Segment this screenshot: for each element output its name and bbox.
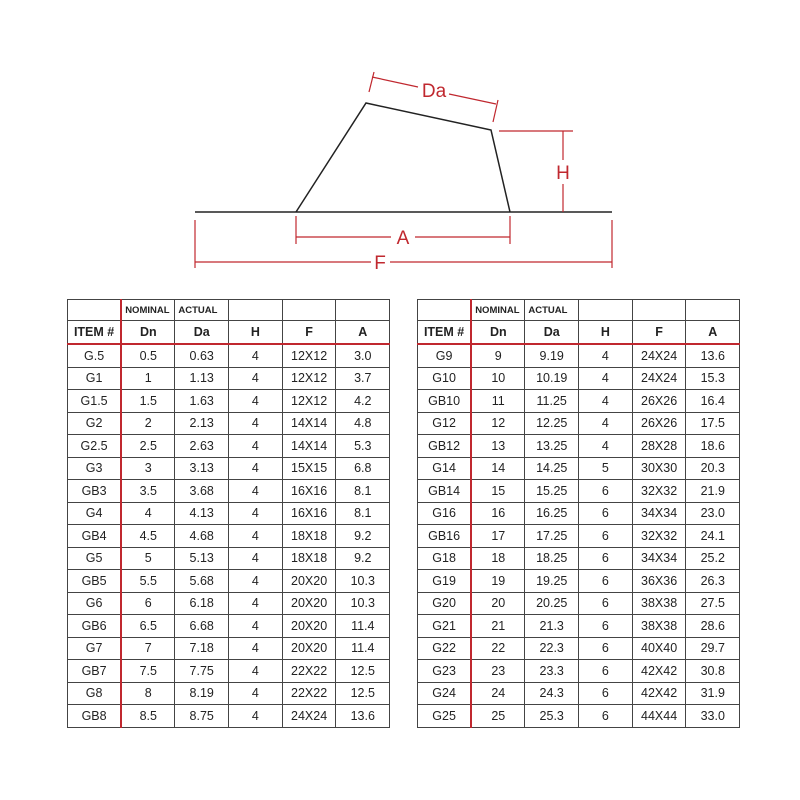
table-cell: GB16: [418, 525, 472, 548]
table-cell: F: [282, 321, 336, 345]
table-cell: 20X20: [282, 615, 336, 638]
table-cell: 2.13: [175, 412, 229, 435]
table-cell: 12X12: [282, 367, 336, 390]
table-cell: 14: [471, 457, 525, 480]
table-cell: G3: [68, 457, 122, 480]
flange-outline: [296, 103, 510, 212]
table-cell: 17.5: [686, 412, 740, 435]
table-cell: 6: [579, 637, 633, 660]
table-cell: 2: [121, 412, 175, 435]
table-cell: 4.5: [121, 525, 175, 548]
table-cell: 7.5: [121, 660, 175, 683]
table-cell: [68, 300, 122, 321]
table-cell: 6: [121, 592, 175, 615]
table-cell: 38X38: [632, 592, 686, 615]
table-cell: 0.5: [121, 344, 175, 367]
table-cell: 24X24: [632, 367, 686, 390]
table-cell: 11.25: [525, 390, 579, 413]
table-cell: 4.8: [336, 412, 390, 435]
table-cell: 24.3: [525, 682, 579, 705]
table-row: [418, 547, 740, 570]
table-cell: 6: [579, 705, 633, 728]
table-cell: 10: [471, 367, 525, 390]
f-label: F: [374, 253, 386, 274]
table-cell: 2.5: [121, 435, 175, 458]
header-row: [68, 321, 390, 345]
table-row: [68, 367, 390, 390]
table-cell: Da: [525, 321, 579, 345]
table-cell: NOMINAL: [121, 300, 175, 321]
table-cell: G21: [418, 615, 472, 638]
table-cell: 8.19: [175, 682, 229, 705]
table-row: [418, 367, 740, 390]
table-cell: GB10: [418, 390, 472, 413]
table-cell: 13.6: [336, 705, 390, 728]
table-cell: 4: [229, 344, 283, 367]
table-cell: 20X20: [282, 570, 336, 593]
table-cell: 5: [579, 457, 633, 480]
table-cell: G23: [418, 660, 472, 683]
table-cell: 14X14: [282, 435, 336, 458]
table-row: [68, 502, 390, 525]
table-cell: 8.1: [336, 480, 390, 503]
table-row: [418, 480, 740, 503]
table-row: [418, 682, 740, 705]
table-cell: GB6: [68, 615, 122, 638]
table-cell: 3.5: [121, 480, 175, 503]
table-cell: 22: [471, 637, 525, 660]
h-label: H: [556, 163, 570, 184]
table-cell: 4: [229, 615, 283, 638]
table-cell: 9.2: [336, 547, 390, 570]
table-cell: G19: [418, 570, 472, 593]
table-cell: 6: [579, 525, 633, 548]
table-cell: 10.3: [336, 592, 390, 615]
table-cell: F: [632, 321, 686, 345]
table-cell: 3.0: [336, 344, 390, 367]
table-cell: 4: [229, 660, 283, 683]
table-cell: GB7: [68, 660, 122, 683]
table-row: [68, 592, 390, 615]
table-row: [418, 390, 740, 413]
table-cell: 11: [471, 390, 525, 413]
table-cell: 16.25: [525, 502, 579, 525]
table-cell: 16X16: [282, 502, 336, 525]
table-cell: G5: [68, 547, 122, 570]
table-cell: GB3: [68, 480, 122, 503]
table-cell: G24: [418, 682, 472, 705]
table-cell: [336, 300, 390, 321]
table-cell: NOMINAL: [471, 300, 525, 321]
table-cell: H: [229, 321, 283, 345]
table-cell: 24.1: [686, 525, 740, 548]
table-row: [68, 637, 390, 660]
table-cell: 26X26: [632, 390, 686, 413]
table-cell: GB8: [68, 705, 122, 728]
table-cell: GB5: [68, 570, 122, 593]
table-cell: 22.3: [525, 637, 579, 660]
table-cell: 18X18: [282, 525, 336, 548]
table-cell: 15.3: [686, 367, 740, 390]
table-cell: 15.25: [525, 480, 579, 503]
table-cell: 7.18: [175, 637, 229, 660]
table-cell: 40X40: [632, 637, 686, 660]
table-cell: 6: [579, 682, 633, 705]
table-cell: 27.5: [686, 592, 740, 615]
table-cell: 8.5: [121, 705, 175, 728]
table-row: [68, 457, 390, 480]
table-cell: 32X32: [632, 525, 686, 548]
table-cell: 9.2: [336, 525, 390, 548]
table-cell: 12.5: [336, 660, 390, 683]
table-cell: 13.6: [686, 344, 740, 367]
table-cell: 19.25: [525, 570, 579, 593]
table-cell: G4: [68, 502, 122, 525]
table-cell: 28X28: [632, 435, 686, 458]
table-cell: GB14: [418, 480, 472, 503]
table-cell: 23.3: [525, 660, 579, 683]
table-cell: [632, 300, 686, 321]
table-cell: 4: [229, 570, 283, 593]
table-row: [68, 390, 390, 413]
table-cell: 25.2: [686, 547, 740, 570]
table-cell: 36X36: [632, 570, 686, 593]
table-cell: 30.8: [686, 660, 740, 683]
table-cell: 18: [471, 547, 525, 570]
table-cell: G6: [68, 592, 122, 615]
table-cell: 4: [229, 637, 283, 660]
table-cell: G25: [418, 705, 472, 728]
table-cell: [229, 300, 283, 321]
table-cell: Da: [175, 321, 229, 345]
table-cell: 12.5: [336, 682, 390, 705]
table-row: [68, 705, 390, 728]
table-cell: 1.63: [175, 390, 229, 413]
table-cell: 4: [229, 682, 283, 705]
table-cell: 11.4: [336, 615, 390, 638]
table-cell: 4: [579, 344, 633, 367]
table-cell: 24X24: [632, 344, 686, 367]
table-cell: 4: [121, 502, 175, 525]
table-cell: ACTUAL: [175, 300, 229, 321]
table-cell: 6.18: [175, 592, 229, 615]
table-cell: 8.1: [336, 502, 390, 525]
table-cell: 26.3: [686, 570, 740, 593]
table-cell: ACTUAL: [525, 300, 579, 321]
table-cell: 21.3: [525, 615, 579, 638]
table-cell: 32X32: [632, 480, 686, 503]
table-cell: 44X44: [632, 705, 686, 728]
table-cell: 5.3: [336, 435, 390, 458]
table-cell: 4: [579, 412, 633, 435]
table-row: [68, 660, 390, 683]
table-cell: G14: [418, 457, 472, 480]
table-cell: 33.0: [686, 705, 740, 728]
table-cell: G8: [68, 682, 122, 705]
table-cell: 24X24: [282, 705, 336, 728]
table-cell: 4: [229, 502, 283, 525]
table-cell: [579, 300, 633, 321]
table-cell: 24: [471, 682, 525, 705]
table-cell: 6: [579, 592, 633, 615]
table-cell: 15: [471, 480, 525, 503]
table-cell: 4: [229, 480, 283, 503]
table-cell: 6: [579, 480, 633, 503]
a-label: A: [396, 228, 410, 249]
table-cell: H: [579, 321, 633, 345]
table-cell: G12: [418, 412, 472, 435]
table-cell: 25.3: [525, 705, 579, 728]
table-cell: 29.7: [686, 637, 740, 660]
table-row: [418, 570, 740, 593]
table-row: [68, 412, 390, 435]
table-cell: 20.3: [686, 457, 740, 480]
subheader-row: [68, 300, 390, 321]
table-row: [418, 502, 740, 525]
table-cell: 18X18: [282, 547, 336, 570]
table-cell: 4: [229, 367, 283, 390]
table-cell: G1: [68, 367, 122, 390]
table-cell: 6: [579, 547, 633, 570]
flange-diagram: [0, 0, 800, 290]
table-row: [418, 615, 740, 638]
table-row: [418, 435, 740, 458]
table-cell: 38X38: [632, 615, 686, 638]
table-cell: 22X22: [282, 682, 336, 705]
table-cell: 2.63: [175, 435, 229, 458]
table-row: [418, 412, 740, 435]
table-row: [418, 344, 740, 367]
table-cell: 20.25: [525, 592, 579, 615]
table-cell: 13.25: [525, 435, 579, 458]
table-cell: 9.19: [525, 344, 579, 367]
table-cell: 12X12: [282, 390, 336, 413]
table-cell: A: [336, 321, 390, 345]
table-cell: [418, 300, 472, 321]
table-cell: 30X30: [632, 457, 686, 480]
table-row: [68, 344, 390, 367]
table-cell: 20X20: [282, 592, 336, 615]
table-cell: GB12: [418, 435, 472, 458]
table-cell: 14.25: [525, 457, 579, 480]
table-cell: G.5: [68, 344, 122, 367]
table-cell: 8: [121, 682, 175, 705]
table-cell: 16.4: [686, 390, 740, 413]
header-row: [418, 321, 740, 345]
table-cell: 4: [579, 390, 633, 413]
table-cell: 9: [471, 344, 525, 367]
table-cell: 4: [229, 592, 283, 615]
table-cell: 3: [121, 457, 175, 480]
table-cell: 1.13: [175, 367, 229, 390]
table-cell: 4: [229, 705, 283, 728]
table-cell: 6: [579, 502, 633, 525]
table-cell: 5: [121, 547, 175, 570]
table-cell: 5.5: [121, 570, 175, 593]
table-row: [68, 570, 390, 593]
table-cell: 34X34: [632, 502, 686, 525]
table-cell: 6: [579, 570, 633, 593]
table-cell: 6.8: [336, 457, 390, 480]
table-cell: 18.6: [686, 435, 740, 458]
table-cell: 22X22: [282, 660, 336, 683]
table-cell: 20X20: [282, 637, 336, 660]
table-cell: 3.7: [336, 367, 390, 390]
table-cell: 4: [579, 367, 633, 390]
table-cell: 6: [579, 660, 633, 683]
table-row: [68, 525, 390, 548]
da-label: Da: [421, 81, 447, 102]
table-cell: G22: [418, 637, 472, 660]
table-cell: 8.75: [175, 705, 229, 728]
table-cell: 6.5: [121, 615, 175, 638]
table-cell: 11.4: [336, 637, 390, 660]
table-row: [68, 682, 390, 705]
table-cell: 12.25: [525, 412, 579, 435]
table-cell: 1.5: [121, 390, 175, 413]
table-cell: 6.68: [175, 615, 229, 638]
table-cell: G18: [418, 547, 472, 570]
table-cell: 26X26: [632, 412, 686, 435]
table-cell: G2: [68, 412, 122, 435]
table-cell: 31.9: [686, 682, 740, 705]
table-cell: 7.75: [175, 660, 229, 683]
table-cell: 5.13: [175, 547, 229, 570]
table-cell: 20: [471, 592, 525, 615]
table-cell: 4: [229, 412, 283, 435]
table-cell: 13: [471, 435, 525, 458]
table-row: [418, 660, 740, 683]
table-row: [418, 592, 740, 615]
table-cell: 1: [121, 367, 175, 390]
table-cell: 4: [229, 547, 283, 570]
table-cell: 4.2: [336, 390, 390, 413]
table-cell: 16X16: [282, 480, 336, 503]
size-table-right: [417, 299, 740, 728]
table-row: [68, 480, 390, 503]
table-cell: G10: [418, 367, 472, 390]
table-cell: [282, 300, 336, 321]
table-cell: 7: [121, 637, 175, 660]
table-cell: Dn: [121, 321, 175, 345]
table-cell: A: [686, 321, 740, 345]
table-cell: 4: [229, 435, 283, 458]
table-cell: 28.6: [686, 615, 740, 638]
table-cell: 4.68: [175, 525, 229, 548]
table-cell: G9: [418, 344, 472, 367]
table-cell: 42X42: [632, 682, 686, 705]
table-cell: 10.3: [336, 570, 390, 593]
table-cell: 4: [229, 525, 283, 548]
table-row: [418, 525, 740, 548]
table-cell: G20: [418, 592, 472, 615]
table-cell: 3.13: [175, 457, 229, 480]
table-cell: 4: [579, 435, 633, 458]
subheader-row: [418, 300, 740, 321]
table-cell: 10.19: [525, 367, 579, 390]
table-row: [418, 705, 740, 728]
table-cell: G2.5: [68, 435, 122, 458]
table-cell: [686, 300, 740, 321]
table-cell: GB4: [68, 525, 122, 548]
table-cell: 12: [471, 412, 525, 435]
table-cell: 16: [471, 502, 525, 525]
table-cell: 6: [579, 615, 633, 638]
table-cell: 4: [229, 390, 283, 413]
table-cell: 5.68: [175, 570, 229, 593]
table-cell: G16: [418, 502, 472, 525]
table-row: [418, 637, 740, 660]
table-cell: ITEM #: [68, 321, 122, 345]
table-cell: 21.9: [686, 480, 740, 503]
table-cell: 4: [229, 457, 283, 480]
table-cell: 34X34: [632, 547, 686, 570]
table-cell: 3.68: [175, 480, 229, 503]
table-cell: 4.13: [175, 502, 229, 525]
size-table-left: [67, 299, 390, 728]
table-row: [68, 615, 390, 638]
table-row: [68, 547, 390, 570]
table-cell: 15X15: [282, 457, 336, 480]
table-cell: 19: [471, 570, 525, 593]
table-cell: ITEM #: [418, 321, 472, 345]
table-cell: 0.63: [175, 344, 229, 367]
table-cell: Dn: [471, 321, 525, 345]
table-cell: G1.5: [68, 390, 122, 413]
table-cell: 23: [471, 660, 525, 683]
table-cell: 18.25: [525, 547, 579, 570]
table-cell: 12X12: [282, 344, 336, 367]
table-cell: 25: [471, 705, 525, 728]
table-cell: 23.0: [686, 502, 740, 525]
table-cell: 17: [471, 525, 525, 548]
table-cell: 21: [471, 615, 525, 638]
table-row: [418, 457, 740, 480]
table-cell: 14X14: [282, 412, 336, 435]
table-row: [68, 435, 390, 458]
table-cell: G7: [68, 637, 122, 660]
table-cell: 42X42: [632, 660, 686, 683]
table-cell: 17.25: [525, 525, 579, 548]
